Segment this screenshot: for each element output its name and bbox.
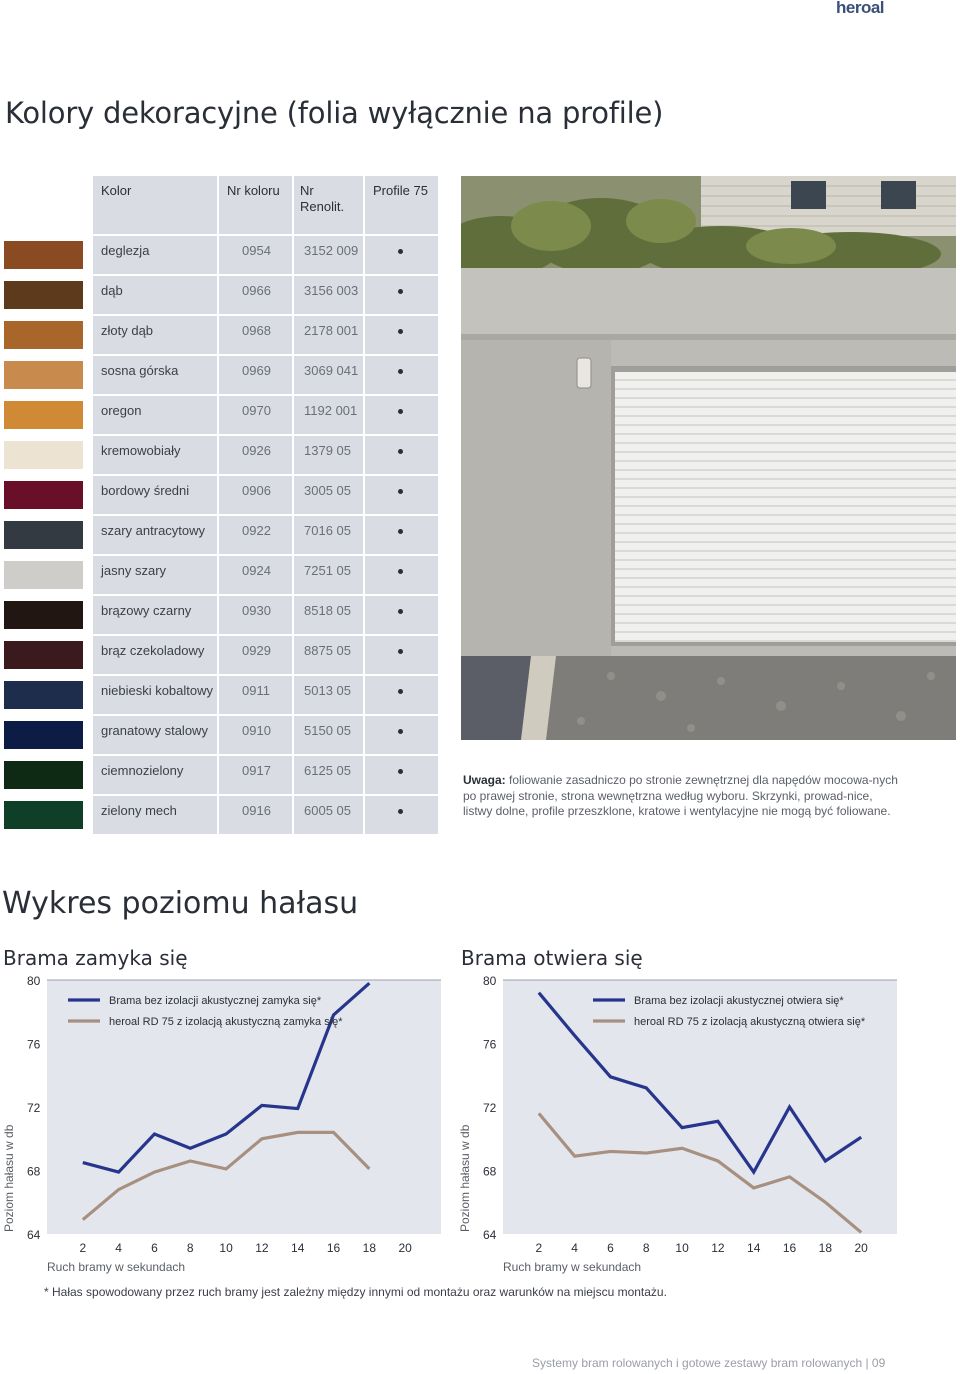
x-tick-label: 16 <box>782 1241 797 1255</box>
x-tick-label: 2 <box>535 1241 543 1255</box>
x-axis-label: Ruch bramy w sekundach <box>503 1260 642 1274</box>
color-number: 0916 <box>242 803 271 818</box>
color-number: 0970 <box>242 403 271 418</box>
renolit-number: 6005 05 <box>304 803 351 818</box>
color-number: 0917 <box>242 763 271 778</box>
color-number: 0930 <box>242 603 271 618</box>
table-row-divider <box>93 554 438 556</box>
renolit-number: 3156 003 <box>304 283 359 298</box>
x-tick-label: 8 <box>642 1241 650 1255</box>
profile75-availability-dot <box>398 409 403 414</box>
profile75-availability-dot <box>398 449 403 454</box>
renolit-number: 3152 009 <box>304 243 359 258</box>
note-body: foliowanie zasadniczo po stronie zewnętrznej dla napędów mocowa-nych po prawej stronie, strona wewnętrzna według wyboru. Skrzynki, prowad-nice, listwy dolne, profile przeszklone, kratowe i wentylacyjne nie mogą być foliowane. <box>463 773 898 818</box>
y-tick-label: 64 <box>27 1228 41 1242</box>
color-name: ciemnozielony <box>101 763 184 778</box>
header-kolor: Kolor <box>101 183 132 198</box>
profile75-availability-dot <box>398 649 403 654</box>
legend-label: heroal RD 75 z izolacją akustyczną zamyka się* <box>109 1016 343 1028</box>
color-name: jasny szary <box>101 563 167 578</box>
legend-label: Brama bez izolacji akustycznej otwiera się* <box>634 995 844 1007</box>
color-swatch <box>4 241 83 269</box>
color-number: 0911 <box>242 683 270 698</box>
color-number: 0968 <box>242 323 271 338</box>
renolit-number: 3069 041 <box>304 363 359 378</box>
renolit-number: 6125 05 <box>304 763 351 778</box>
profile75-availability-dot <box>398 369 403 374</box>
x-tick-label: 18 <box>818 1241 833 1255</box>
legend-label: heroal RD 75 z izolacją akustyczną otwiera się* <box>634 1016 866 1028</box>
table-row-divider <box>93 394 438 396</box>
renolit-number: 7251 05 <box>304 563 351 578</box>
page-title: Kolory dekoracyjne (folia wyłącznie na profile) <box>5 96 664 130</box>
color-number: 0954 <box>242 243 271 258</box>
footnote: * Hałas spowodowany przez ruch bramy jest zależny między innymi od montażu oraz warunków na miejscu montażu. <box>44 1285 667 1299</box>
renolit-number: 8518 05 <box>304 603 351 618</box>
color-number: 0929 <box>242 643 271 658</box>
color-name: deglezja <box>101 243 150 258</box>
profile75-availability-dot <box>398 609 403 614</box>
renolit-number: 2178 001 <box>304 323 359 338</box>
x-tick-label: 14 <box>747 1241 761 1255</box>
renolit-number: 3005 05 <box>304 483 351 498</box>
table-row-divider <box>93 594 438 596</box>
profile75-availability-dot <box>398 489 403 494</box>
noise-section-title: Wykres poziomu hałasu <box>2 886 359 921</box>
y-tick-label: 68 <box>483 1164 497 1179</box>
table-row-divider <box>93 794 438 796</box>
color-name: dąb <box>101 283 123 298</box>
color-swatch <box>4 681 83 709</box>
color-swatch <box>4 361 83 389</box>
profile75-availability-dot <box>398 329 403 334</box>
x-tick-label: 14 <box>291 1241 305 1255</box>
color-number: 0906 <box>242 483 271 498</box>
legend-label: Brama bez izolacji akustycznej zamyka się* <box>109 995 322 1007</box>
color-number: 0910 <box>242 723 271 738</box>
chart-closing <box>0 972 445 1277</box>
garage-photo <box>461 176 956 740</box>
table-row-divider <box>93 714 438 716</box>
profile75-availability-dot <box>398 529 403 534</box>
y-tick-label: 68 <box>27 1164 41 1179</box>
note-label: Uwaga: <box>463 773 506 787</box>
x-tick-label: 4 <box>571 1241 578 1255</box>
x-tick-label: 10 <box>219 1241 233 1255</box>
color-swatch <box>4 281 83 309</box>
color-swatch <box>4 481 83 509</box>
color-swatch <box>4 561 83 589</box>
y-tick-label: 80 <box>483 974 497 988</box>
header-nr-koloru: Nr koloru <box>227 183 280 198</box>
color-name: szary antracytowy <box>101 523 206 538</box>
color-swatch <box>4 441 83 469</box>
table-row-divider <box>93 314 438 316</box>
page-footer: Systemy bram rolowanych i gotowe zestawy bram rolowanych | 09 <box>532 1356 886 1370</box>
color-name: oregon <box>101 403 142 418</box>
table-row-divider <box>93 434 438 436</box>
x-tick-label: 4 <box>115 1241 122 1255</box>
profile75-availability-dot <box>398 809 403 814</box>
color-swatch <box>4 401 83 429</box>
color-swatch <box>4 721 83 749</box>
chart-title-opening: Brama otwiera się <box>461 946 643 970</box>
x-tick-label: 18 <box>362 1241 377 1255</box>
color-name: złoty dąb <box>101 323 154 338</box>
color-number: 0966 <box>242 283 271 298</box>
heroal-logo: heroal <box>836 0 885 17</box>
profile75-availability-dot <box>398 289 403 294</box>
color-name: brązowy czarny <box>101 603 192 618</box>
color-swatch <box>4 601 83 629</box>
note-text <box>463 773 903 820</box>
table-row-divider <box>93 754 438 756</box>
x-tick-label: 12 <box>711 1241 725 1255</box>
table-row-divider <box>93 274 438 276</box>
table-row-divider <box>93 354 438 356</box>
y-axis-label: Poziom hałasu w db <box>2 1124 16 1232</box>
x-tick-label: 20 <box>398 1241 412 1255</box>
table-row-divider <box>93 474 438 476</box>
renolit-number: 7016 05 <box>304 523 351 538</box>
color-swatch <box>4 641 83 669</box>
header-profile-75: Profile 75 <box>373 183 428 198</box>
profile75-availability-dot <box>398 249 403 254</box>
y-tick-label: 72 <box>27 1101 41 1115</box>
color-name: kremowobiały <box>101 443 181 458</box>
color-number: 0922 <box>242 523 271 538</box>
renolit-number: 8875 05 <box>304 643 351 658</box>
color-number: 0926 <box>242 443 271 458</box>
x-tick-label: 6 <box>151 1241 158 1255</box>
x-tick-label: 16 <box>326 1241 341 1255</box>
x-tick-label: 8 <box>186 1241 194 1255</box>
color-swatch <box>4 521 83 549</box>
x-tick-label: 2 <box>79 1241 87 1255</box>
profile75-availability-dot <box>398 769 403 774</box>
color-name: niebieski kobaltowy <box>101 683 214 698</box>
y-tick-label: 64 <box>483 1228 497 1242</box>
y-tick-label: 76 <box>27 1037 41 1052</box>
table-row-divider <box>93 234 438 236</box>
x-axis-label: Ruch bramy w sekundach <box>47 1260 186 1274</box>
color-name: granatowy stalowy <box>101 723 208 738</box>
chart-opening <box>456 972 901 1277</box>
color-name: zielony mech <box>101 803 177 818</box>
color-swatch <box>4 761 83 789</box>
chart-title-closing: Brama zamyka się <box>3 946 188 970</box>
color-swatch <box>4 321 83 349</box>
renolit-number: 1192 001 <box>304 403 358 418</box>
color-number: 0924 <box>242 563 271 578</box>
profile75-availability-dot <box>398 569 403 574</box>
renolit-number: 5150 05 <box>304 723 351 738</box>
y-tick-label: 80 <box>27 974 41 988</box>
profile75-availability-dot <box>398 689 403 694</box>
color-number: 0969 <box>242 363 271 378</box>
table-row-divider <box>93 514 438 516</box>
profile75-availability-dot <box>398 729 403 734</box>
header-nr-renolit: Nr Renolit. <box>300 183 345 214</box>
y-tick-label: 76 <box>483 1037 497 1052</box>
y-axis-label: Poziom hałasu w db <box>458 1124 472 1232</box>
x-tick-label: 6 <box>607 1241 614 1255</box>
table-row-divider <box>93 674 438 676</box>
renolit-number: 1379 05 <box>304 443 351 458</box>
color-name: brąz czekoladowy <box>101 643 205 658</box>
renolit-number: 5013 05 <box>304 683 351 698</box>
y-tick-label: 72 <box>483 1101 497 1115</box>
x-tick-label: 12 <box>255 1241 269 1255</box>
color-name: bordowy średni <box>101 483 190 498</box>
table-row-divider <box>93 634 438 636</box>
x-tick-label: 20 <box>854 1241 868 1255</box>
x-tick-label: 10 <box>675 1241 689 1255</box>
color-name: sosna górska <box>101 363 179 378</box>
color-swatch <box>4 801 83 829</box>
